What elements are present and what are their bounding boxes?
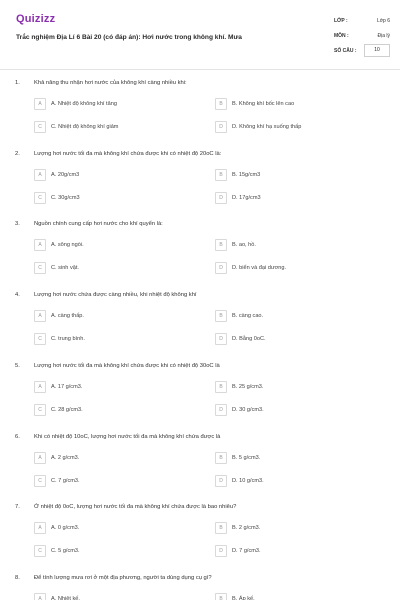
option-text: C. 7 g/cm3. <box>51 477 80 484</box>
answer-option-c[interactable] <box>34 475 194 489</box>
option-letter-badge: B <box>215 239 227 251</box>
question-number: 6. <box>15 433 20 440</box>
option-letter-badge: A <box>34 593 46 600</box>
answer-option-d[interactable] <box>215 262 375 276</box>
worksheet-title: Trắc nghiệm Địa Lí 6 Bài 20 (có đáp án): Hơi nước trong không khí. Mưa <box>16 34 242 41</box>
question-text: Khi có nhiệt độ 10oC, lượng hơi nước tối đa mà không khí chứa được là <box>34 433 221 440</box>
question-number: 3. <box>15 221 20 228</box>
question-6 <box>0 434 400 504</box>
option-letter-badge: B <box>215 310 227 322</box>
option-letter-badge: C <box>34 545 46 557</box>
question-text: Lượng hơi nước chứa được càng nhiều, khi nhiệt độ không khí <box>34 292 197 299</box>
option-letter-badge: D <box>215 192 227 204</box>
question-text: Lượng hơi nước tối đa mà không khí chứa được khi có nhiệt độ 30oC là <box>34 362 220 369</box>
option-letter-badge: B <box>215 452 227 464</box>
option-letter-badge: D <box>215 545 227 557</box>
meta-label: LỚP : <box>334 18 348 24</box>
option-text: D. 7 g/cm3. <box>232 548 261 555</box>
option-text: D. biển và đại dương. <box>232 265 287 272</box>
question-8 <box>0 575 400 600</box>
option-text: C. 30g/cm3 <box>51 194 80 201</box>
question-text: Để tính lượng mưa rơi ở một địa phương, người ta dùng dụng cụ gì? <box>34 574 212 581</box>
answer-option-b[interactable] <box>215 98 375 112</box>
option-letter-badge: B <box>215 381 227 393</box>
answer-option-c[interactable] <box>34 262 194 276</box>
answer-option-a[interactable] <box>34 593 194 600</box>
option-letter-badge: C <box>34 333 46 345</box>
answer-option-c[interactable] <box>34 121 194 135</box>
answer-option-c[interactable] <box>34 545 194 559</box>
answer-option-d[interactable] <box>215 192 375 206</box>
option-text: B. 2 g/cm3. <box>232 525 261 532</box>
option-letter-badge: B <box>215 593 227 600</box>
answer-option-b[interactable] <box>215 522 375 536</box>
option-letter-badge: B <box>215 522 227 534</box>
option-text: A. 20g/cm3 <box>51 171 80 178</box>
worksheet-header <box>0 0 400 70</box>
meta-label: SỐ CÂU : <box>334 48 357 54</box>
answer-option-a[interactable] <box>34 310 194 324</box>
option-letter-badge: D <box>215 262 227 274</box>
question-number: 7. <box>15 504 20 511</box>
question-number: 1. <box>15 80 20 86</box>
answer-option-a[interactable] <box>34 169 194 183</box>
answer-option-d[interactable] <box>215 475 375 489</box>
option-text: A. 17 g/cm3. <box>51 383 83 390</box>
option-letter-badge: C <box>34 262 46 274</box>
meta-row-subject <box>334 29 390 44</box>
option-letter-badge: C <box>34 192 46 204</box>
meta-row-question-count <box>334 44 390 59</box>
option-letter-badge: D <box>215 333 227 345</box>
answer-option-a[interactable] <box>34 381 194 395</box>
meta-value: Địa lý <box>377 33 390 39</box>
option-text: B. 5 g/cm3. <box>232 454 261 461</box>
option-letter-badge: D <box>215 121 227 133</box>
question-number: 5. <box>15 362 20 369</box>
answer-option-b[interactable] <box>215 169 375 183</box>
option-letter-badge: A <box>34 522 46 534</box>
answer-option-a[interactable] <box>34 522 194 536</box>
worksheet-meta <box>334 14 390 59</box>
option-letter-badge: A <box>34 381 46 393</box>
option-letter-badge: B <box>215 169 227 181</box>
option-text: B. Không khí bốc lên cao <box>232 101 295 107</box>
quizizz-logo: Quizizz <box>16 13 56 25</box>
answer-option-b[interactable] <box>215 239 375 253</box>
question-text: Khả năng thu nhận hơi nước của không khí càng nhiều khi: <box>34 80 187 86</box>
answer-option-c[interactable] <box>34 333 194 347</box>
option-text: D. 17g/cm3 <box>232 194 261 201</box>
question-number: 4. <box>15 292 20 299</box>
question-number: 2. <box>15 150 20 157</box>
option-letter-badge: B <box>215 98 227 110</box>
answer-option-b[interactable] <box>215 381 375 395</box>
option-text: C. 28 g/cm3. <box>51 406 83 413</box>
option-text: B. càng cao. <box>232 313 264 320</box>
answer-option-d[interactable] <box>215 121 375 135</box>
option-text: B. ao, hồ. <box>232 242 256 249</box>
option-letter-badge: D <box>215 404 227 416</box>
answer-option-d[interactable] <box>215 333 375 347</box>
question-number: 8. <box>15 574 20 581</box>
option-text: C. 5 g/cm3. <box>51 548 80 555</box>
option-letter-badge: C <box>34 121 46 133</box>
answer-option-c[interactable] <box>34 192 194 206</box>
meta-row-grade <box>334 14 390 29</box>
option-letter-badge: A <box>34 169 46 181</box>
option-text: D. 30 g/cm3. <box>232 406 264 413</box>
answer-option-d[interactable] <box>215 545 375 559</box>
answer-option-a[interactable] <box>34 452 194 466</box>
answer-option-c[interactable] <box>34 404 194 418</box>
option-letter-badge: C <box>34 404 46 416</box>
option-letter-badge: A <box>34 310 46 322</box>
option-text: A. 0 g/cm3. <box>51 525 80 532</box>
question-5 <box>0 363 400 433</box>
option-text: C. trung bình. <box>51 336 85 343</box>
option-letter-badge: D <box>215 475 227 487</box>
option-letter-badge: A <box>34 239 46 251</box>
question-3 <box>0 221 400 291</box>
answer-option-b[interactable] <box>215 593 375 600</box>
option-text: B. Áp kế. <box>232 595 255 600</box>
question-2 <box>0 151 400 221</box>
option-text: A. 2 g/cm3. <box>51 454 80 461</box>
option-letter-badge: A <box>34 98 46 110</box>
option-text: A. Nhiệt kế. <box>51 595 80 600</box>
option-text: B. 25 g/cm3. <box>232 383 264 390</box>
question-1 <box>0 80 400 150</box>
option-text: D. 10 g/cm3. <box>232 477 264 484</box>
question-7 <box>0 504 400 574</box>
answer-option-a[interactable] <box>34 239 194 253</box>
question-text: Nguồn chính cung cấp hơi nước cho khí quyển là: <box>34 221 163 228</box>
option-text: A. Nhiệt độ không khí tăng <box>51 101 117 107</box>
meta-value: Lớp 6 <box>376 18 390 24</box>
answer-option-a[interactable] <box>34 98 194 112</box>
option-text: C. Nhiệt độ không khí giảm <box>51 124 119 130</box>
answer-option-d[interactable] <box>215 404 375 418</box>
meta-label: MÔN : <box>334 33 349 39</box>
option-text: A. sông ngòi. <box>51 242 84 249</box>
question-text: Ở nhiệt độ 0oC, lượng hơi nước tối đa mà không khí chứa được là bao nhiêu? <box>34 504 237 511</box>
question-4 <box>0 292 400 362</box>
option-text: B. 15g/cm3 <box>232 171 261 178</box>
option-letter-badge: A <box>34 452 46 464</box>
answer-option-b[interactable] <box>215 310 375 324</box>
option-text: A. càng thấp. <box>51 313 84 320</box>
option-text: D. Không khí hạ xuống thấp <box>232 124 302 130</box>
option-text: D. Bằng 0oC. <box>232 336 266 343</box>
question-count-box: 10 <box>364 44 390 57</box>
answer-option-b[interactable] <box>215 452 375 466</box>
option-letter-badge: C <box>34 475 46 487</box>
option-text: C. sinh vật. <box>51 265 79 272</box>
question-text: Lượng hơi nước tối đa mà không khí chứa được khi có nhiệt độ 20oC là: <box>34 150 222 157</box>
